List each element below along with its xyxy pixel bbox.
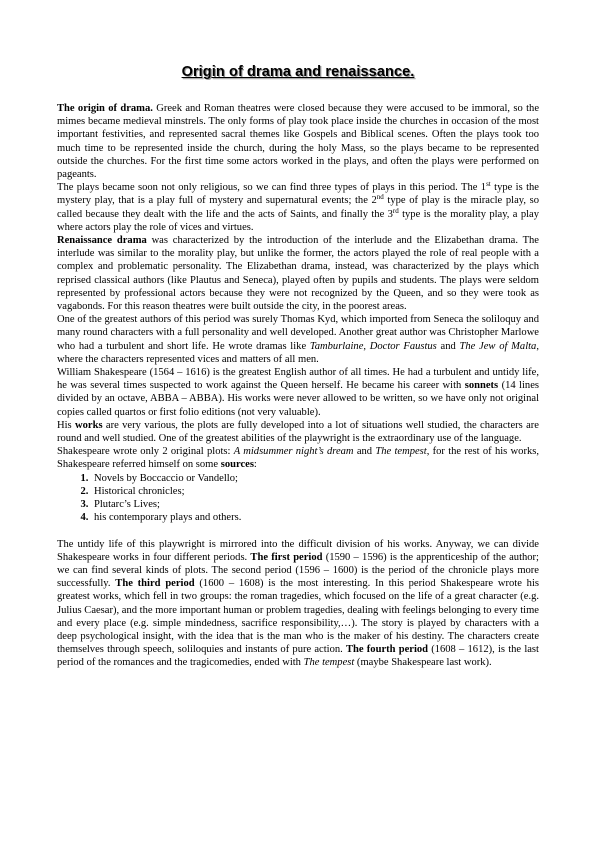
list-item: 1. Novels by Boccaccio or Vandello; xyxy=(91,472,539,485)
work-title: Tamburlaine xyxy=(309,340,364,352)
paragraph-types-of-plays: The plays became soon not only religious, so we can find three types of plays in this period. The 1st type is the mystery play, that is a play full of mystery and supernatural events; the 2nd type of play is the miracle play, so called because they dealt with the life and the acts of Saints, and finally the 3rd type is the morality play, a play where actors play the role of vices and virtues. xyxy=(57,180,539,233)
keyword-works: works xyxy=(75,419,103,431)
work-title: The tempest xyxy=(303,657,355,669)
keyword-first-period: The first period xyxy=(250,551,323,563)
sources-list xyxy=(57,472,539,525)
paragraph-original-plots: Shakespeare wrote only 2 original plots: A midsummer night’s dream and The tempest, for the rest of his works, Shakespeare referred himself on some sources: xyxy=(57,446,539,471)
page-title: Origin of drama and renaissance. xyxy=(181,64,415,80)
heading-origin-of-drama: The origin of drama. xyxy=(57,103,153,114)
keyword-fourth-period: The fourth period xyxy=(346,644,429,656)
list-item: 2. Historical chronicles; xyxy=(91,485,539,498)
work-title: Doctor Faustus xyxy=(369,340,437,352)
keyword-sources: sources xyxy=(220,459,254,471)
list-item: 3. Plutarc’s Lives; xyxy=(91,498,539,511)
keyword-third-period: The third period xyxy=(115,578,195,590)
list-item: 4. his contemporary plays and others. xyxy=(91,511,539,524)
paragraph-origin-of-drama: The origin of drama. Greek and Roman theatres were closed because they were accused to be immoral, so the mimes became medieval minstrels. The only forms of play took place inside the churches in occasion of the most important festivities, and represented sacral themes like Gospels and Biblical scenes. Often the plays took too much time to be represented inside the church, during the holy Mass, so the plays became to be represented outside the churches. For the first time some actors worked in the plays, and often the plays were performed on pageants. xyxy=(57,103,540,181)
paragraph-shakespeare-life: William Shakespeare (1564 – 1616) is the greatest English author of all times. He had a turbulent and untidy life, he was several times suspected to work against the Queen herself. He became his career with sonnets (14 lines divided by an octave, ABBA – ABBA). His works were never allowed to be written, so we have only not original copies called quartos or first folio editions (not very valuable). xyxy=(57,367,539,418)
work-title: The tempest xyxy=(375,446,427,458)
heading-renaissance-drama: Renaissance drama xyxy=(57,235,147,247)
paragraph-kyd-marlowe: One of the greatest authors of this period was surely Thomas Kyd, which imported from Seneca the soliloquy and many round characters with a full personality and well developed. Another great author was Christopher Marlowe who had a turbulent and short life. He wrote dramas like Tamburlaine, Doctor Faustus and The Jew of Malta, where the characters represented vices and matters of all men. xyxy=(57,314,539,365)
paragraph-periods: The untidy life of this playwright is mirrored into the difficult division of his works. Anyway, we can divide Shakespeare works in four different periods. The first period (1590 – 1596) is the apprenticeship of the author; we can find several kinds of plots. The second period (1596 – 1600) is the period of the chronicle plays more successfully. The third period (1600 – 1608) is the most interesting. In this period Shakespeare wrote his greatest works, which fell in two groups: the roman tragedies, which focused on the life of a great character (e.g. Julius Caesar), and the more important human or problem tragedies, dealing with feelings belonging to every time and every place (e.g. simple mindedness, sacrifice responsibility,…). The story is played by characters with a deep psychological insight, with the idea that is the man who is the maker of his destiny. The characters create themselves through speech, soliloquies and instants of pure action. The fourth period (1608 – 1612), is the last period of the romances and the tragicomedies, ended with The tempest (maybe Shakespeare last work). xyxy=(57,538,539,669)
work-title: A midsummer night’s dream xyxy=(233,446,354,458)
keyword-sonnets: sonnets xyxy=(464,380,499,392)
document-page xyxy=(57,64,539,670)
paragraph-shakespeare-works: His works are very various, the plots are fully developed into a lot of situations well studied, the characters are round and well studied. One of the greatest abilities of the playwright is the extraordinary use of the language. xyxy=(57,419,539,445)
paragraph-gap xyxy=(57,525,539,538)
work-title: The Jew of Malta xyxy=(459,340,537,352)
paragraph-renaissance-drama: Renaissance drama was characterized by the introduction of the interlude and the Elizabethan drama. The interlude was similar to the morality play, but unlike the former, the actors played the role of real people with a complex and problematic personality. The Elizabethan drama, instead, was characterized by the plays which reprised classical authors (like Plautus and Seneca), played often by pupils and students. The plays were seldom represented by professional actors because they were not recognized by the Queen, and so they were took as vagabonds. For this reason theatres were built outside the city, in the poorest areas. xyxy=(57,235,539,313)
